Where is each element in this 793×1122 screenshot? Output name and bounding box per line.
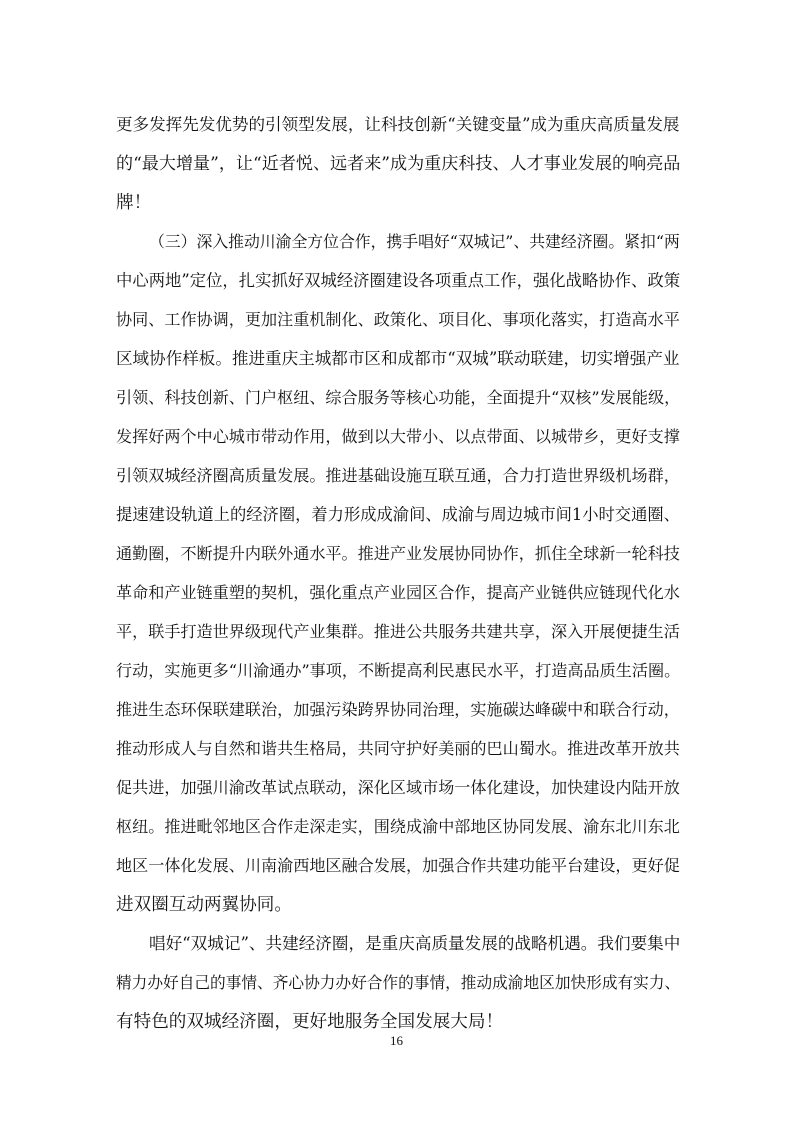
text-line: 平，联手打造世界级现代产业集群。推进公共服务共建共享，深入开展便捷生活 [116,622,680,641]
text-line: 推动形成人与自然和谐共生格局，共同守护好美丽的巴山蜀水。推进改革开放共 [116,739,680,758]
text-line: 精力办好自己的事情、齐心协力办好合作的事情，推动成渝地区加快形成有实力、 [116,973,681,992]
text-line: 地区一体化发展、川南渝西地区融合发展，加强合作共建功能平台建设，更好促 [116,856,680,875]
text-line: 提速建设轨道上的经济圈，着力形成成渝间、成渝与周边城市间1小时交通圈、 [116,505,680,524]
text-line: 中心两地”定位，扎实抓好双城经济圈建设各项重点工作，强化战略协作、政策 [116,271,681,290]
text-line: 更多发挥先发优势的引领型发展，让科技创新“关键变量”成为重庆高质量发展 [116,115,680,134]
text-line: 有特色的双城经济圈，更好地服务全国发展大局！ [116,1012,504,1032]
text-line: 革命和产业链重塑的契机，强化重点产业园区合作，提高产业链供应链现代化水 [116,583,680,602]
text-line: （三）深入推动川渝全方位合作，携手唱好“双城记”、共建经济圈。紧扣“两 [149,232,680,251]
text-line: 发挥好两个中心城市带动作用，做到以大带小、以点带面、以城带乡，更好支撑 [116,427,680,446]
text-line: 协同、工作协调，更加注重机制化、政策化、项目化、事项化落实，打造高水平 [116,310,680,329]
text-line: 引领双城经济圈高质量发展。推进基础设施互联互通，合力打造世界级机场群， [116,466,680,485]
text-line: 枢纽。推进毗邻地区合作走深走实，围绕成渝中部地区协同发展、渝东北川东北 [116,817,680,836]
text-line: 行动，实施更多“川渝通办”事项，不断提高利民惠民水平，打造高品质生活圈。 [116,661,681,680]
page-number: 16 [390,1033,403,1048]
text-line: 唱好“双城记”、共建经济圈，是重庆高质量发展的战略机遇。我们要集中 [149,934,681,953]
text-line: 通勤圈，不断提升内联外通水平。推进产业发展协同协作，抓住全球新一轮科技 [116,544,680,563]
text-line: 的“最大增量”，让“近者悦、远者来”成为重庆科技、人才事业发展的响亮品 [116,154,681,174]
text-line: 引领、科技创新、门户枢纽、综合服务等核心功能，全面提升“双核”发展能级， [116,388,681,407]
text-line: 促共进，加强川渝改革试点联动，深化区域市场一体化建设，加快建设内陆开放 [116,778,680,797]
text-line: 进双圈互动两翼协同。 [116,895,292,915]
text-line: 牌！ [116,193,152,213]
text-line: 推进生态环保联建联治，加强污染跨界协同治理，实施碳达峰碳中和联合行动， [116,700,680,719]
text-line: 区域协作样板。推进重庆主城都市区和成都市“双城”联动联建，切实增强产业 [116,349,680,368]
